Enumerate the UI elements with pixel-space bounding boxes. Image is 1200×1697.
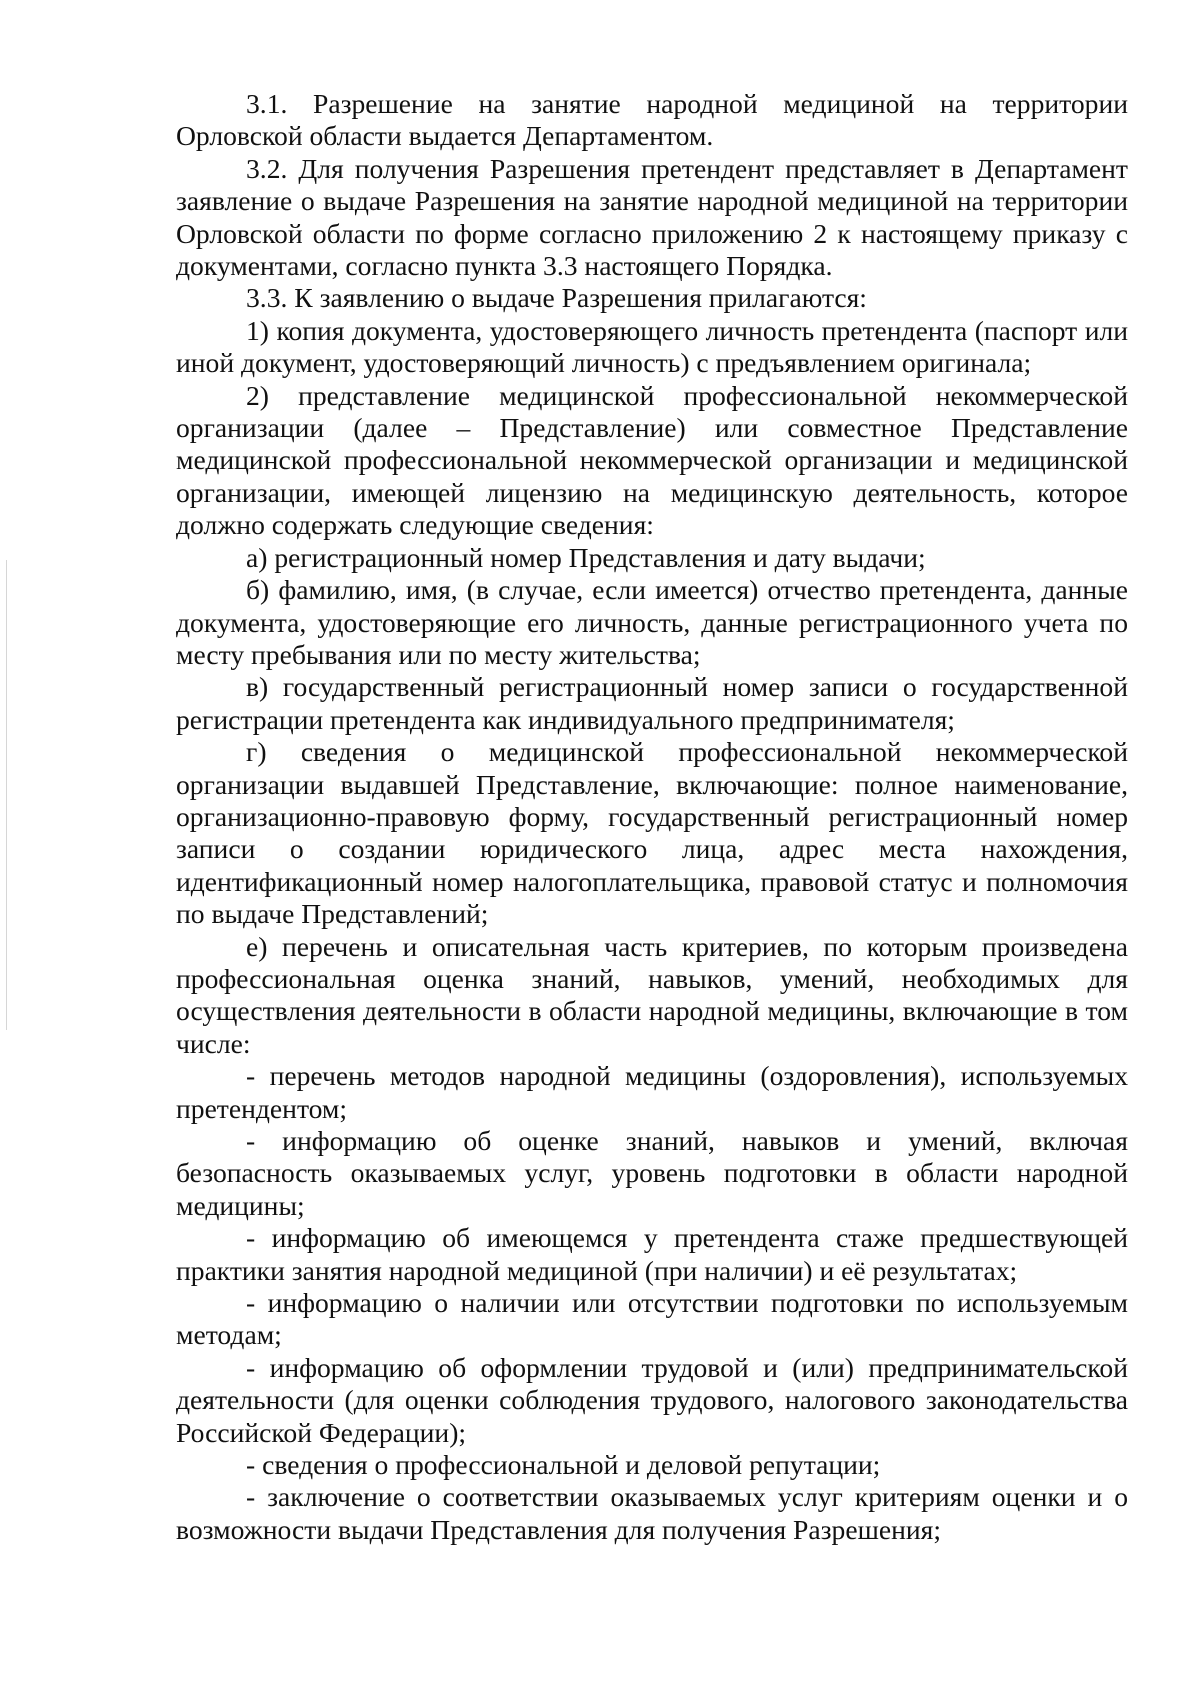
- dash-item-employment: - информацию об оформлении трудовой и (или) предпринимательской деятельности (для оценки соблюдения трудового, налогового законодательства Российской Федерации);: [176, 1351, 1128, 1448]
- scan-edge-line: [6, 560, 7, 1030]
- subitem-a: а) регистрационный номер Представления и дату выдачи;: [246, 541, 926, 573]
- paragraph-3-3: 3.3. К заявлению о выдаче Разрешения прилагаются:: [246, 282, 867, 314]
- paragraph-3-2: 3.2. Для получения Разрешения претендент представляет в Департамент заявление о выдаче Разрешения на занятие народной медициной на территории Орловской области по форме согласно приложению 2 к настоящему приказу с документами, согласно пункта 3.3 настоящего Порядка.: [176, 152, 1128, 282]
- dash-item-reputation: - сведения о профессиональной и деловой репутации;: [246, 1449, 881, 1481]
- subitem-e: е) перечень и описательная часть критериев, по которым произведена профессиональная оценка знаний, навыков, умений, необходимых для осуществления деятельности в области народной медицины, включающие в том числе:: [176, 930, 1128, 1059]
- dash-item-conclusion: - заключение о соответствии оказываемых услуг критериям оценки и о возможности выдачи Представления для получения Разрешения;: [176, 1481, 1128, 1545]
- subitem-v: в) государственный регистрационный номер записи о государственной регистрации претендента как индивидуального предпринимателя;: [176, 671, 1128, 735]
- document-body: [176, 88, 1128, 1546]
- dash-item-assessment: - информацию об оценке знаний, навыков и умений, включая безопасность оказываемых услуг, уровень подготовки в области народной медицины;: [176, 1125, 1128, 1221]
- dash-item-training: - информацию о наличии или отсутствии подготовки по используемым методам;: [176, 1287, 1128, 1351]
- list-item-1: 1) копия документа, удостоверяющего личность претендента (паспорт или иной документ, удостоверяющий личность) с предъявлением оригинала;: [176, 314, 1128, 379]
- dash-item-experience: - информацию об имеющемся у претендента стаже предшествующей практики занятия народной медициной (при наличии) и её результатах;: [176, 1222, 1128, 1286]
- subitem-g: г) сведения о медицинской профессиональной некоммерческой организации выдавшей Представление, включающие: полное наименование, организационно-правовую форму, государственный регистрационный номер записи о создании юридического лица, адрес места нахождения, идентификационный номер налогоплательщика, правовой статус и полномочия по выдаче Представлений;: [176, 736, 1128, 930]
- subitem-b: б) фамилию, имя, (в случае, если имеется) отчество претендента, данные документа, удостоверяющие его личность, данные регистрационного учета по месту пребывания или по месту жительства;: [176, 574, 1128, 670]
- list-item-2: 2) представление медицинской профессиональной некоммерческой организации (далее – Представление) или совместное Представление медицинской профессиональной некоммерческой организации и медицинской организации, имеющей лицензию на медицинскую деятельность, которое должно содержать следующие сведения:: [176, 379, 1128, 541]
- paragraph-3-1: 3.1. Разрешение на занятие народной медициной на территории Орловской области выдается Департаментом.: [176, 88, 1128, 152]
- dash-item-methods: - перечень методов народной медицины (оздоровления), используемых претендентом;: [176, 1060, 1128, 1124]
